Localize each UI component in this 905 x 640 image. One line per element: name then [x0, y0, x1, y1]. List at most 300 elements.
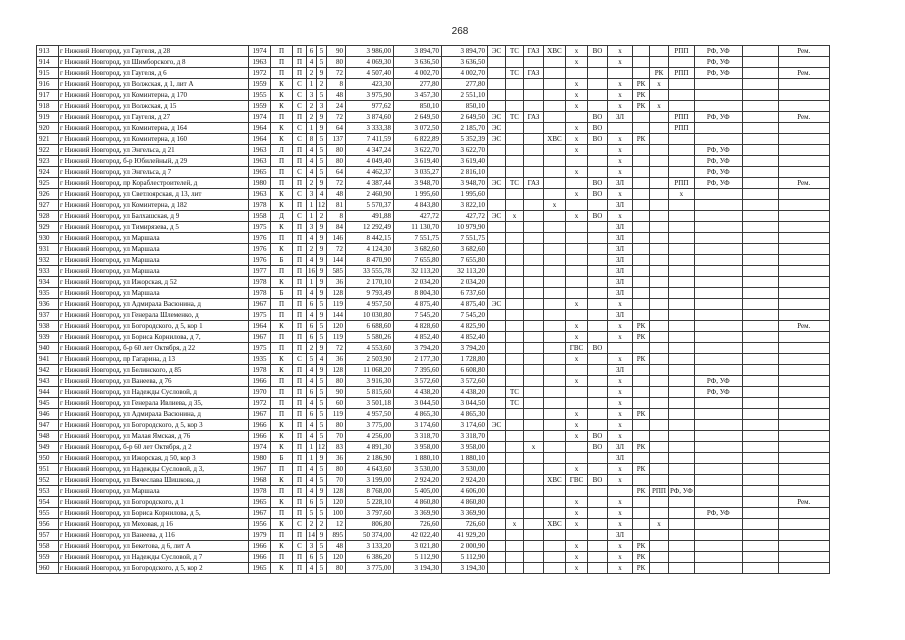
sections-cell: 4 [307, 310, 317, 321]
year-built-cell: 1976 [249, 255, 271, 266]
apartments-cell: 36 [327, 453, 346, 464]
service-cell [778, 266, 829, 277]
row-number-cell: 937 [37, 310, 59, 321]
row-number-cell: 955 [37, 508, 59, 519]
row-number-cell: 913 [37, 46, 59, 57]
service-cell [742, 453, 778, 464]
service-cell: ЗЛ [608, 200, 633, 211]
service-cell: х [566, 508, 588, 519]
service-cell: РК [633, 541, 650, 552]
service-cell: х [608, 420, 633, 431]
service-cell: х [650, 519, 669, 530]
row-number-cell: 957 [37, 530, 59, 541]
wall-type-cell: П [293, 332, 307, 343]
material-type-cell: К [271, 90, 293, 101]
material-type-cell: К [271, 101, 293, 112]
wall-type-cell: П [293, 277, 307, 288]
service-cell [633, 200, 650, 211]
apartments-cell: 585 [327, 266, 346, 277]
row-number-cell: 919 [37, 112, 59, 123]
sections-cell: 6 [307, 332, 317, 343]
service-cell [524, 211, 544, 222]
wall-type-cell: П [293, 530, 307, 541]
table-row [37, 420, 830, 431]
service-cell [488, 365, 506, 376]
living-area-cell: 7 395,60 [394, 365, 442, 376]
material-type-cell: К [271, 222, 293, 233]
floors-cell: 12 [318, 201, 325, 209]
service-cell [694, 475, 742, 486]
service-cell [694, 332, 742, 343]
service-cell [608, 123, 633, 134]
total-area-cell: 8 768,00 [346, 486, 394, 497]
service-cell [488, 101, 506, 112]
service-cell [742, 288, 778, 299]
year-built-cell: 1955 [249, 90, 271, 101]
service-cell [488, 222, 506, 233]
service-cell: х [506, 211, 524, 222]
service-cell [488, 354, 506, 365]
private-area-cell: 3 318,70 [442, 431, 488, 442]
service-cell [650, 354, 669, 365]
private-area-cell: 2 185,70 [442, 123, 488, 134]
private-area-cell: 2 816,10 [442, 167, 488, 178]
private-area-cell: 4 865,30 [442, 409, 488, 420]
sections-cell: 1 [307, 123, 317, 134]
floors-cell: 2 [317, 519, 327, 530]
address-cell: г Нижний Новгород, ул Тимирязева, д 5 [59, 222, 249, 233]
table-row [37, 552, 830, 563]
living-area-cell: 7 655,80 [394, 255, 442, 266]
service-cell: РФ, УФ [694, 68, 742, 79]
service-cell: ХВС [544, 46, 566, 57]
wall-type-cell: П [293, 244, 307, 255]
service-cell [669, 211, 695, 222]
private-area-cell: 4 002,70 [442, 68, 488, 79]
service-cell [488, 266, 506, 277]
service-cell [669, 233, 695, 244]
service-cell: ЭС [488, 112, 506, 123]
service-cell [650, 387, 669, 398]
service-cell [588, 387, 608, 398]
row-number-cell: 921 [37, 134, 59, 145]
service-cell [650, 552, 669, 563]
service-cell [694, 431, 742, 442]
apartments-cell: 119 [327, 299, 346, 310]
service-cell: ЭС [488, 420, 506, 431]
service-cell: х [608, 464, 633, 475]
service-cell [650, 112, 669, 123]
table-row [37, 68, 830, 79]
material-type-cell: К [271, 354, 293, 365]
apartments-cell: 80 [327, 145, 346, 156]
living-area-cell: 726,60 [394, 519, 442, 530]
total-area-cell: 423,30 [346, 79, 394, 90]
service-cell [488, 79, 506, 90]
service-cell [608, 68, 633, 79]
apartments-cell: 72 [327, 112, 346, 123]
address-cell: г Нижний Новгород, ул Меховая, д 16 [59, 519, 249, 530]
row-number-cell: 923 [37, 156, 59, 167]
service-cell [742, 563, 778, 574]
service-cell [669, 376, 695, 387]
apartments-cell: 60 [327, 398, 346, 409]
apartments-cell: 146 [327, 233, 346, 244]
service-cell [588, 233, 608, 244]
material-type-cell: П [271, 178, 293, 189]
year-built-cell: 1967 [249, 508, 271, 519]
service-cell [544, 79, 566, 90]
service-cell [669, 442, 695, 453]
apartments-cell: 36 [327, 354, 346, 365]
sections-cell: 3 [307, 222, 317, 233]
service-cell: х [608, 134, 633, 145]
service-cell [488, 475, 506, 486]
service-cell [524, 134, 544, 145]
sections-cell: 2 [307, 343, 317, 354]
service-cell [544, 255, 566, 266]
material-type-cell: П [271, 376, 293, 387]
service-cell: х [608, 211, 633, 222]
floors-cell: 5 [317, 552, 327, 563]
service-cell [694, 222, 742, 233]
floors-cell: 9 [317, 244, 327, 255]
service-cell [524, 486, 544, 497]
table-row [37, 112, 830, 123]
service-cell: х [608, 376, 633, 387]
year-built-cell: 1956 [249, 519, 271, 530]
service-cell: РФ, УФ [694, 376, 742, 387]
service-cell [633, 310, 650, 321]
service-cell [588, 563, 608, 574]
service-cell [778, 420, 829, 431]
material-type-cell: К [271, 134, 293, 145]
service-cell [633, 299, 650, 310]
address-cell: г Нижний Новгород, ул Маршала [59, 288, 249, 299]
living-area-cell: 4 828,60 [394, 321, 442, 332]
service-cell: ВО [588, 189, 608, 200]
service-cell [544, 431, 566, 442]
service-cell [669, 145, 695, 156]
service-cell [544, 552, 566, 563]
service-cell: РК [633, 409, 650, 420]
living-area-cell: 3 457,30 [394, 90, 442, 101]
table-row [37, 288, 830, 299]
service-cell [524, 563, 544, 574]
row-number-cell: 946 [37, 409, 59, 420]
sections-cell: 1 [307, 200, 317, 211]
service-cell [506, 310, 524, 321]
sections-cell: 4 [307, 288, 317, 299]
service-cell [506, 332, 524, 343]
service-cell [588, 398, 608, 409]
material-type-cell: К [271, 200, 293, 211]
living-area-cell: 3 636,50 [394, 57, 442, 68]
service-cell [778, 134, 829, 145]
total-area-cell: 491,88 [346, 211, 394, 222]
service-cell: х [566, 431, 588, 442]
service-cell [778, 156, 829, 167]
service-cell [544, 68, 566, 79]
address-cell: г Нижний Новгород, б-р 60 лет Октября, д 22 [59, 343, 249, 354]
floors-cell: 5 [317, 508, 327, 519]
service-cell [778, 343, 829, 354]
sections-cell: 2 [307, 68, 317, 79]
private-area-cell: 3 622,70 [442, 145, 488, 156]
service-cell [694, 464, 742, 475]
service-cell [488, 288, 506, 299]
service-cell [524, 90, 544, 101]
service-cell [633, 156, 650, 167]
material-type-cell: П [271, 486, 293, 497]
living-area-cell: 3 530,00 [394, 464, 442, 475]
service-cell: ВО [588, 112, 608, 123]
service-cell [566, 244, 588, 255]
service-cell [694, 321, 742, 332]
row-number-cell: 954 [37, 497, 59, 508]
total-area-cell: 3 501,18 [346, 398, 394, 409]
service-cell [488, 200, 506, 211]
service-cell [650, 288, 669, 299]
service-cell [742, 541, 778, 552]
service-cell [506, 409, 524, 420]
private-area-cell: 3 958,00 [442, 442, 488, 453]
service-cell [566, 222, 588, 233]
service-cell [588, 508, 608, 519]
sections-cell: 4 [307, 475, 317, 486]
floors-cell: 9 [317, 222, 327, 233]
service-cell: х [566, 464, 588, 475]
address-cell: г Нижний Новгород, ул Бориса Корнилова, д 5, [59, 508, 249, 519]
floors-cell: 5 [317, 464, 327, 475]
service-cell: х [566, 167, 588, 178]
service-cell: ТС [506, 387, 524, 398]
apartments-cell: 64 [327, 167, 346, 178]
service-cell: ТС [506, 398, 524, 409]
private-area-cell: 5 112,90 [442, 552, 488, 563]
service-cell [650, 266, 669, 277]
address-cell: г Нижний Новгород, ул Энгельса, д 21 [59, 145, 249, 156]
service-cell [669, 222, 695, 233]
living-area-cell: 3 194,30 [394, 563, 442, 574]
service-cell [669, 508, 695, 519]
service-cell [488, 57, 506, 68]
service-cell [544, 453, 566, 464]
row-number-cell: 925 [37, 178, 59, 189]
wall-type-cell: С [293, 211, 307, 222]
service-cell [588, 167, 608, 178]
row-number-cell: 950 [37, 453, 59, 464]
apartments-cell: 80 [327, 376, 346, 387]
table-row [37, 211, 830, 222]
service-cell [742, 387, 778, 398]
material-type-cell: К [271, 189, 293, 200]
service-cell: ЗЛ [608, 530, 633, 541]
total-area-cell: 11 068,20 [346, 365, 394, 376]
service-cell: ТС [506, 112, 524, 123]
service-cell: ЗЛ [608, 244, 633, 255]
row-number-cell: 945 [37, 398, 59, 409]
address-cell: г Нижний Новгород, ул Надежды Сусловой, д 7 [59, 552, 249, 563]
material-type-cell: П [271, 332, 293, 343]
private-area-cell: 4 438,20 [442, 387, 488, 398]
service-cell [506, 563, 524, 574]
address-cell: г Нижний Новгород, ул Генерала Шлеменко, д [59, 310, 249, 321]
service-cell [778, 376, 829, 387]
apartments-cell: 90 [327, 387, 346, 398]
apartments-cell: 72 [327, 68, 346, 79]
service-cell [524, 365, 544, 376]
apartments-cell: 72 [327, 178, 346, 189]
service-cell: х [566, 541, 588, 552]
service-cell [694, 211, 742, 222]
address-cell: г Нижний Новгород, ул Коминтерна, д 170 [59, 90, 249, 101]
service-cell: РПП [669, 178, 695, 189]
service-cell [544, 222, 566, 233]
table-row [37, 541, 830, 552]
service-cell: х [608, 90, 633, 101]
service-cell [633, 365, 650, 376]
table-row [37, 343, 830, 354]
service-cell [566, 255, 588, 266]
floors-cell: 5 [317, 563, 327, 574]
wall-type-cell: П [293, 321, 307, 332]
year-built-cell: 1980 [249, 178, 271, 189]
apartments-cell: 81 [327, 200, 346, 211]
material-type-cell: К [271, 431, 293, 442]
floors-cell: 5 [317, 134, 327, 145]
service-cell [588, 354, 608, 365]
service-cell [694, 354, 742, 365]
service-cell [650, 563, 669, 574]
private-area-cell: 4 825,90 [442, 321, 488, 332]
year-built-cell: 1967 [249, 409, 271, 420]
service-cell [669, 266, 695, 277]
service-cell: РК [633, 552, 650, 563]
private-area-cell: 41 929,20 [442, 530, 488, 541]
private-area-cell: 1 880,10 [442, 453, 488, 464]
year-built-cell: 1978 [249, 365, 271, 376]
service-cell: х [650, 101, 669, 112]
service-cell [742, 310, 778, 321]
service-cell [488, 530, 506, 541]
living-area-cell: 3 044,50 [394, 398, 442, 409]
service-cell [778, 431, 829, 442]
total-area-cell: 3 199,00 [346, 475, 394, 486]
row-number-cell: 927 [37, 200, 59, 211]
service-cell [524, 552, 544, 563]
living-area-cell: 3 174,60 [394, 420, 442, 431]
private-area-cell: 7 551,75 [442, 233, 488, 244]
apartments-cell: 72 [327, 343, 346, 354]
service-cell [669, 156, 695, 167]
wall-type-cell: П [293, 497, 307, 508]
service-cell [669, 475, 695, 486]
total-area-cell: 4 347,24 [346, 145, 394, 156]
row-number-cell: 934 [37, 277, 59, 288]
row-number-cell: 943 [37, 376, 59, 387]
wall-type-cell: С [293, 123, 307, 134]
service-cell [524, 420, 544, 431]
service-cell [488, 145, 506, 156]
year-built-cell: 1978 [249, 200, 271, 211]
floors-cell: 5 [317, 541, 327, 552]
row-number-cell: 918 [37, 101, 59, 112]
table-row [37, 299, 830, 310]
service-cell [742, 112, 778, 123]
material-type-cell: П [271, 167, 293, 178]
table-row [37, 453, 830, 464]
service-cell: ГАЗ [524, 46, 544, 57]
material-type-cell: Б [271, 255, 293, 266]
service-cell [566, 156, 588, 167]
floors-cell: 9 [317, 310, 327, 321]
service-cell [669, 387, 695, 398]
row-number-cell: 924 [37, 167, 59, 178]
service-cell [488, 233, 506, 244]
living-area-cell: 4 860,80 [394, 497, 442, 508]
floors-cell: 9 [317, 288, 327, 299]
service-cell [669, 497, 695, 508]
private-area-cell: 1 728,80 [442, 354, 488, 365]
service-cell: х [566, 497, 588, 508]
service-cell [669, 365, 695, 376]
service-cell [488, 277, 506, 288]
private-area-cell: 726,60 [442, 519, 488, 530]
apartments-cell: 8 [327, 211, 346, 222]
service-cell [633, 222, 650, 233]
service-cell [778, 57, 829, 68]
service-cell [488, 244, 506, 255]
apartments-cell: 70 [327, 431, 346, 442]
service-cell: ЭС [488, 123, 506, 134]
living-area-cell: 2 649,50 [394, 112, 442, 123]
living-area-cell: 4 002,70 [394, 68, 442, 79]
service-cell [694, 255, 742, 266]
service-cell: х [566, 57, 588, 68]
address-cell: г Нижний Новгород, ул Светлоярская, д 13, лит [59, 189, 249, 200]
floors-cell: 3 [317, 101, 327, 112]
private-area-cell: 7 655,80 [442, 255, 488, 266]
service-cell [588, 90, 608, 101]
material-type-cell: П [271, 310, 293, 321]
apartments-cell: 144 [327, 255, 346, 266]
total-area-cell: 4 124,30 [346, 244, 394, 255]
wall-type-cell: С [293, 519, 307, 530]
service-cell [694, 398, 742, 409]
service-cell: х [608, 508, 633, 519]
table-row [37, 321, 830, 332]
private-area-cell: 2 000,90 [442, 541, 488, 552]
table-row [37, 167, 830, 178]
service-cell [633, 189, 650, 200]
service-cell [524, 189, 544, 200]
service-cell [778, 244, 829, 255]
service-cell [588, 200, 608, 211]
apartments-cell: 36 [327, 277, 346, 288]
wall-type-cell: П [293, 508, 307, 519]
total-area-cell: 3 133,20 [346, 541, 394, 552]
service-cell [506, 57, 524, 68]
sections-cell: 1 [307, 79, 317, 90]
address-cell: г Нижний Новгород, ул Гаугеля, д 27 [59, 112, 249, 123]
service-cell: РПП [669, 46, 695, 57]
material-type-cell: К [271, 442, 293, 453]
apartments-cell: 48 [327, 90, 346, 101]
service-cell [544, 277, 566, 288]
year-built-cell: 1964 [249, 321, 271, 332]
service-cell [544, 508, 566, 519]
